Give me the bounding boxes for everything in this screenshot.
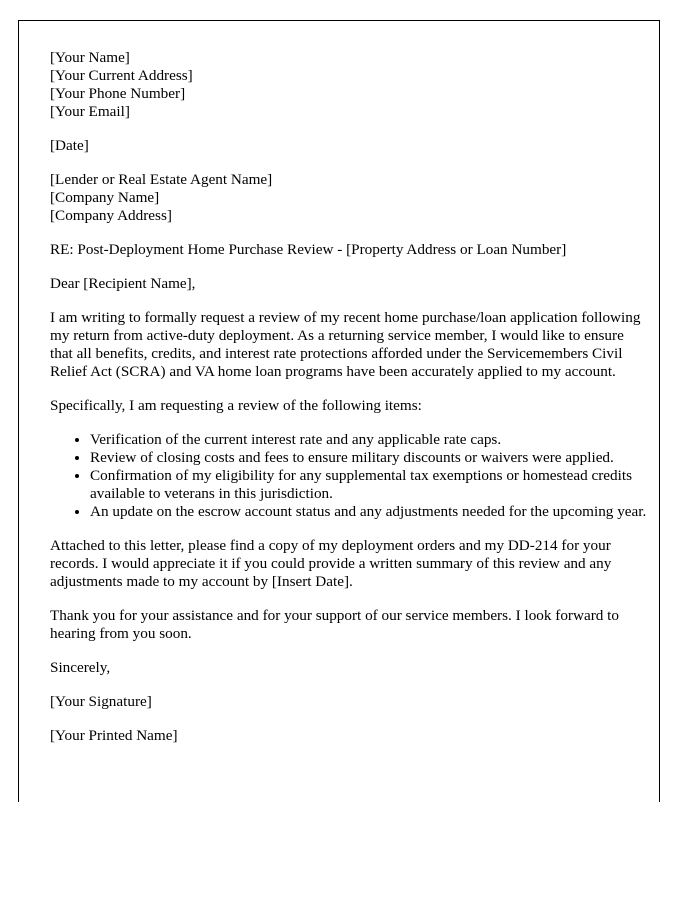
list-item: • An update on the escrow account status and any adjustments needed for the upcoming year. — [90, 503, 650, 521]
recipient-block — [50, 171, 650, 225]
list-intro: Specifically, I am requesting a review of the following items: — [50, 397, 422, 414]
recipient-name: [Lender or Real Estate Agent Name] — [50, 171, 273, 188]
intro-paragraph: I am writing to formally request a review of my recent home purchase/loan application following my return from active-duty deployment. As a returning service member, I would like to ensure that all benefits, credits, and interest rate protections afforded under the Servicemembers Civil Relief Act (SCRA) and VA home loan programs have been accurately applied to my account. — [50, 309, 641, 380]
valediction: Sincerely, — [50, 659, 111, 676]
recipient-company: [Company Name] — [50, 189, 160, 206]
list-item: • Review of closing costs and fees to ensure military discounts or waivers were applied. — [90, 449, 650, 467]
thanks-paragraph: Thank you for your assistance and for your support of our service members. I look forward to hearing from you soon. — [50, 607, 619, 642]
review-items-list — [50, 431, 650, 521]
printed-name: [Your Printed Name] — [50, 727, 178, 744]
list-item: • Confirmation of my eligibility for any supplemental tax exemptions or homestead credits available to veterans in this jurisdiction. — [90, 467, 650, 503]
letter-content — [50, 49, 650, 745]
attachments-paragraph: Attached to this letter, please find a copy of my deployment orders and my DD-214 for your records. I would appreciate it if you could provide a written summary of this review and any adjustments made to my account by [Insert Date]. — [50, 537, 612, 590]
letter-date: [Date] — [50, 137, 89, 154]
salutation: Dear [Recipient Name], — [50, 275, 196, 292]
sender-address: [Your Current Address] — [50, 67, 193, 84]
subject-line: RE: Post-Deployment Home Purchase Review - [Property Address or Loan Number] — [50, 241, 567, 258]
sender-phone: [Your Phone Number] — [50, 85, 186, 102]
list-item: • Verification of the current interest rate and any applicable rate caps. — [90, 431, 650, 449]
sender-email: [Your Email] — [50, 103, 130, 120]
sender-block — [50, 49, 650, 121]
sender-name: [Your Name] — [50, 49, 130, 66]
recipient-company-address: [Company Address] — [50, 207, 172, 224]
letter-page — [18, 20, 660, 802]
signature-placeholder: [Your Signature] — [50, 693, 152, 710]
date-block — [50, 137, 650, 155]
